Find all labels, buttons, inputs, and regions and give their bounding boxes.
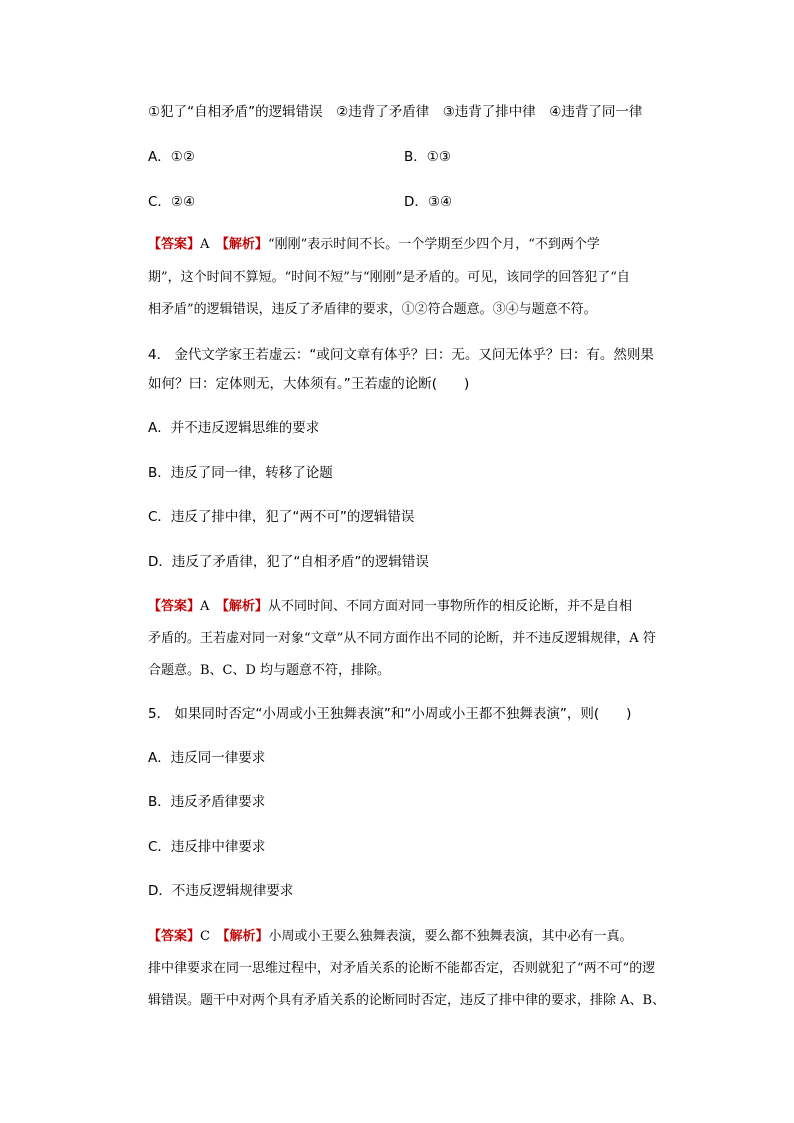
q5-analysis-line-1: 小周或小王要么独舞表演，要么都不独舞表演，其中必有一真。 bbox=[268, 929, 633, 944]
q3-analysis-tag: 【解析】 bbox=[222, 237, 268, 252]
q4-stem-line-2: 如何？曰：定体则无，大体须有。”王若虚的论断( ) bbox=[148, 376, 470, 392]
q4-answer-line bbox=[148, 598, 632, 616]
q5-analysis-line-2: 排中律要求在同一思维过程中，对矛盾关系的论断不能都否定，否则就犯了“两不可”的逻 bbox=[148, 961, 656, 976]
q4-option-a: A．并不违反逻辑思维的要求 bbox=[148, 420, 320, 436]
q5-stem: 5． 如果同时否定“小周或小王独舞表演”和“小周或小王都不独舞表演”，则( ) bbox=[148, 706, 632, 722]
q4-analysis-tag: 【解析】 bbox=[222, 599, 268, 614]
q3-answer-line bbox=[148, 236, 600, 254]
q4-stem-line-1: 4． 金代文学家王若虚云：“或问文章有体乎？曰：无。又问无体乎？曰：有。然则果 bbox=[148, 347, 654, 363]
q3-option-c: C．②④ bbox=[148, 194, 196, 210]
q3-option-b: B．①③ bbox=[404, 149, 451, 165]
q5-answer-value: C bbox=[200, 929, 210, 944]
q3-analysis-line-1: “刚刚”表示时间不长。一个学期至少四个月，“不到两个学 bbox=[267, 237, 600, 252]
q4-option-c: C．违反了排中律，犯了“两不可”的逻辑错误 bbox=[148, 509, 415, 525]
q4-analysis-line-3: 合题意。B、C、D 均与题意不符，排除。 bbox=[148, 663, 391, 678]
q4-option-b: B．违反了同一律，转移了论题 bbox=[148, 465, 333, 481]
q3-statements: ①犯了“自相矛盾”的逻辑错误 ②违背了矛盾律 ③违背了排中律 ④违背了同一律 bbox=[148, 104, 643, 120]
q3-answer-tag: 【答案】 bbox=[148, 237, 201, 252]
q3-option-a: A．①② bbox=[148, 149, 195, 165]
q5-option-b: B．违反矛盾律要求 bbox=[148, 794, 266, 810]
q5-answer-line bbox=[148, 928, 633, 946]
q5-analysis-line-3: 辑错误。题干中对两个具有矛盾关系的论断同时否定，违反了排中律的要求，排除 A、B、 bbox=[148, 993, 666, 1008]
q3-analysis-line-2: 期”，这个时间不算短。“时间不短”与“刚刚”是矛盾的。可见，该同学的回答犯了“自 bbox=[148, 270, 630, 285]
q3-analysis-line-3: 相矛盾”的逻辑错误，违反了矛盾律的要求，①②符合题意。③④与题意不符。 bbox=[148, 302, 597, 317]
q4-analysis-line-1: 从不同时间、不同方面对同一事物所作的相反论断，并不是自相 bbox=[267, 599, 632, 614]
q3-option-d: D．③④ bbox=[404, 194, 453, 210]
q4-analysis-line-2: 矛盾的。王若虚对同一对象“文章”从不同方面作出不同的论断，并不违反逻辑规律，A 符 bbox=[148, 631, 656, 646]
q4-answer-value: A bbox=[200, 599, 210, 614]
q5-option-d: D．不违反逻辑规律要求 bbox=[148, 883, 294, 899]
q5-answer-tag: 【答案】 bbox=[148, 929, 201, 944]
q5-analysis-tag: 【解析】 bbox=[222, 929, 269, 944]
q4-answer-tag: 【答案】 bbox=[148, 599, 201, 614]
q5-option-a: A．违反同一律要求 bbox=[148, 750, 266, 766]
q3-answer-value: A bbox=[200, 237, 210, 252]
q5-option-c: C．违反排中律要求 bbox=[148, 839, 266, 855]
q4-option-d: D．违反了矛盾律，犯了“自相矛盾”的逻辑错误 bbox=[148, 554, 429, 570]
